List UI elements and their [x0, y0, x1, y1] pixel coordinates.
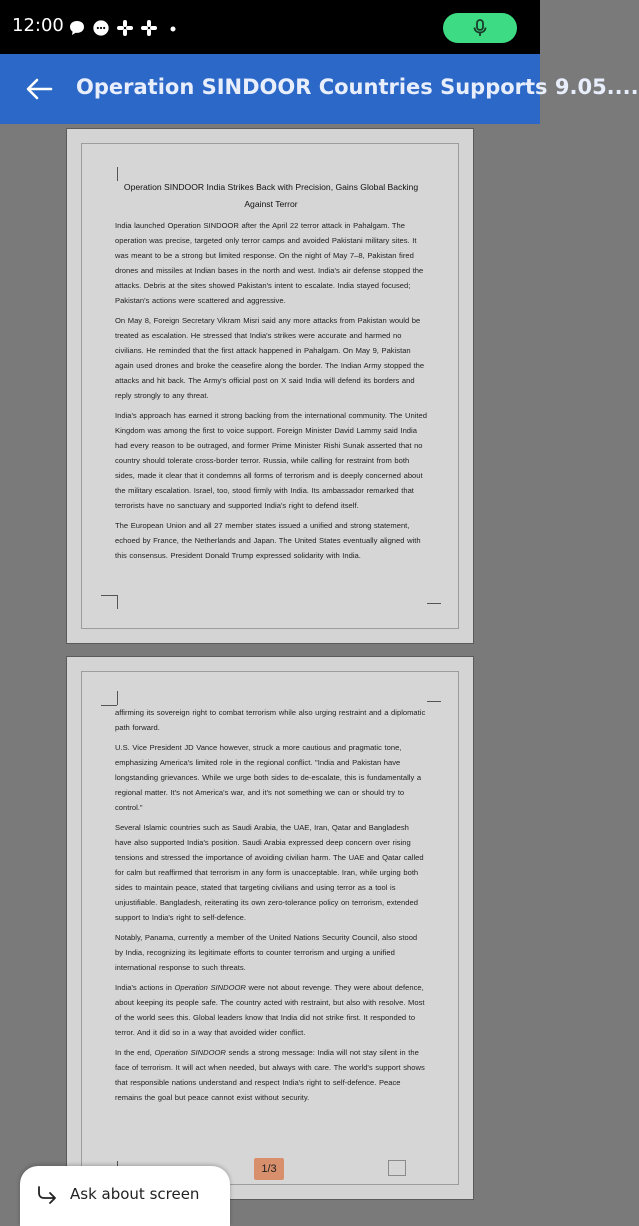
pdf-viewer[interactable]: [0, 124, 540, 1200]
paragraph-text: sends a strong message: India will not stay silent in the face of terrorism. It will act when needed, but always with care. The world's support shows that responsible nations understand and respect India's right to self-defence. Peace remains the goal but peace cannot exist without security.: [115, 1048, 425, 1102]
paragraph: India's approach has earned it strong backing from the international community. The United Kingdom was among the first to voice support. Foreign Minister David Lammy said India had every reason to be outraged, and former Prime Minister Rishi Sunak asserted that no country should tolerate cross-border terror. Russia, while calling for restraint from both sides, made it clear that it condemns all forms of terrorism and is deeply concerned about the military escalation. Israel, too, stood firmly with India. Its ambassador remarked that terrorists have no sanctuary and supported India's right to defend itself.: [115, 411, 427, 510]
scroll-handle-icon[interactable]: [388, 1160, 406, 1176]
back-button[interactable]: [22, 74, 56, 104]
operation-name: Operation SINDOOR: [154, 1048, 226, 1057]
paragraph: Notably, Panama, currently a member of the United Nations Security Council, also stood by India, recognizing its legitimate efforts to counter terrorism and urging a unified international response to such threats.: [115, 933, 418, 972]
microphone-icon: [472, 19, 488, 37]
paragraph: Several Islamic countries such as Saudi Arabia, the UAE, Iran, Qatar and Bangladesh have also supported India's position. Saudi Arabia expressed deep concern over rising tensions and stressed the importance of avoiding civilian harm. The UAE and Qatar called for calm but reaffirmed that terrorism in any form is unacceptable. Iran, while urging both sides to maintain peace, stated that targeting civilians and using terror as a tool is unjustifiable. Bangladesh, reiterating its own zero-tolerance policy on terrorism, extended support to India's right to self-defence.: [115, 823, 424, 922]
status-bar: [0, 0, 540, 54]
paragraph: [115, 980, 427, 1040]
dot-icon: [164, 19, 182, 37]
paragraph: On May 8, Foreign Secretary Vikram Misri said any more attacks from Pakistan would be treated as escalation. He stressed that India's strikes were accurate and harmed no civilians. He reminded that the first attack happened in Pahalgam. On May 9, Pakistan again used drones and broke the ceasefire along the border. The Indian Army stopped the attacks and hit back. The Army's official post on X said India will defend its borders and reply strongly to any threat.: [115, 316, 425, 400]
crop-mark: [101, 595, 117, 596]
chat-bubble-icon: [68, 19, 86, 37]
crop-mark: [427, 701, 441, 702]
document-title: Operation SINDOOR Countries Supports 9.05....: [76, 75, 639, 99]
paragraph: affirming its sovereign right to combat terrorism while also urging restraint and a diplomatic path forward.: [115, 708, 426, 732]
paragraph: [115, 1045, 427, 1105]
slack-icon: [140, 19, 158, 37]
page-indicator: 1/3: [254, 1158, 284, 1180]
paragraph: The European Union and all 27 member states issued a unified and strong statement, echoed by France, the Netherlands and Japan. The United States eventually aligned with this consensus. President Donald Trump expressed solidarity with India.: [115, 521, 421, 560]
page-text: [115, 179, 427, 568]
document-page-1: [66, 128, 474, 644]
notification-icons: [68, 18, 182, 38]
paragraph-text: were not about revenge. They were about defence, about keeping its people safe. The country acted with restraint, but also with resolve. Most of the world sees this. Global leaders know that India did not strike first. It responded to terror. And it did so in a way that avoided wider conflict.: [115, 983, 425, 1037]
messenger-icon: [92, 19, 110, 37]
app-bar: [0, 54, 639, 124]
crop-mark: [117, 595, 118, 609]
back-arrow-icon: [25, 77, 53, 101]
paragraph-text: India's actions in: [115, 983, 175, 992]
operation-name: Operation SINDOOR: [174, 983, 246, 992]
paragraph: India launched Operation SINDOOR after the April 22 terror attack in Pahalgam. The operation was precise, targeted only terror camps and avoided Pakistani military sites. It was meant to be a strong but limited response. On the night of May 7–8, Pakistan fired drones and missiles at Indian bases in the north and west. India's air defense stopped the attacks. Debris at the sites showed Pakistan's intent to escalate. India stayed focused; Pakistan's actions were scattered and aggressive.: [115, 221, 424, 305]
crop-mark: [117, 691, 118, 705]
status-time: 12:00: [12, 15, 64, 36]
page-text: [115, 705, 427, 1110]
article-title: Operation SINDOOR India Strikes Back with Precision, Gains Global Backing Against Terror: [123, 182, 419, 209]
ask-about-screen-button[interactable]: [20, 1166, 230, 1226]
ask-about-screen-label: Ask about screen: [70, 1185, 200, 1203]
paragraph: U.S. Vice President JD Vance however, struck a more cautious and pragmatic tone, emphasizing America's limited role in the regional conflict. "India and Pakistan have longstanding grievances. While we urge both sides to de-escalate, this is fundamentally a regional matter. It's not America's war, and it's not something we can or should try to control.": [115, 743, 422, 812]
share-arrow-icon: [36, 1184, 58, 1204]
microphone-indicator[interactable]: [443, 13, 517, 43]
paragraph-text: In the end,: [115, 1048, 155, 1057]
document-page-2: [66, 656, 474, 1200]
crop-mark: [427, 603, 441, 604]
slack-icon: [116, 19, 134, 37]
